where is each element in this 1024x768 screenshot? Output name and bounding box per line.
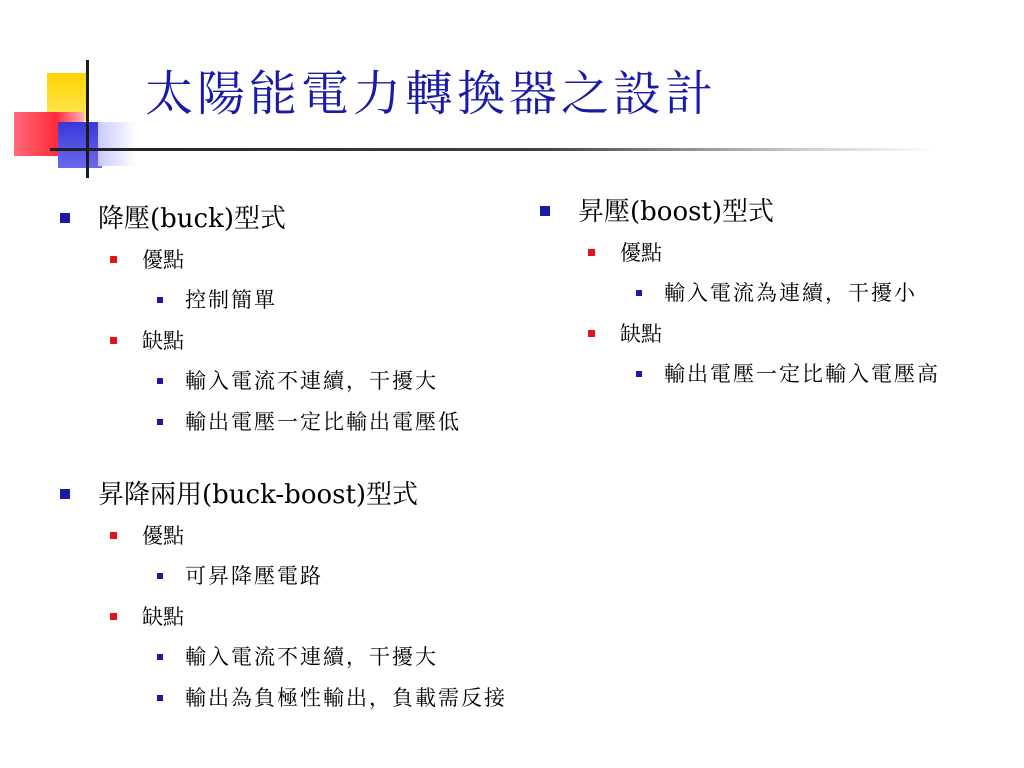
square-bullet-icon [157, 297, 163, 303]
square-bullet-icon [110, 532, 117, 539]
buck-boost-heading: 昇降兩用(buck-boost)型式 [98, 480, 419, 510]
square-bullet-icon [157, 654, 163, 660]
boost-pro-item [540, 275, 1010, 316]
boost-pros-item [540, 235, 1010, 275]
boost-pros-label: 優點 [620, 241, 662, 265]
buck-boost-pro-text: 可昇降壓電路 [185, 564, 323, 588]
boost-heading: 昇壓(boost)型式 [578, 197, 775, 227]
buck-heading: 降壓(buck)型式 [98, 204, 286, 234]
buck-heading-item [60, 200, 530, 242]
buck-boost-con-text: 輸出為負極性輸出，負載需反接 [185, 686, 507, 710]
square-bullet-icon [540, 206, 550, 216]
square-bullet-icon [110, 256, 117, 263]
decorative-logo-blocks [0, 0, 160, 180]
buck-boost-con-item [60, 680, 620, 721]
buck-con-text: 輸出電壓一定比輸出電壓低 [185, 410, 461, 434]
square-bullet-icon [157, 378, 163, 384]
buck-boost-pros-label: 優點 [142, 524, 184, 548]
buck-boost-section [60, 476, 620, 721]
buck-cons-item [60, 323, 530, 363]
title-underline-rule [50, 148, 940, 151]
buck-con-text: 輸入電流不連續，干擾大 [185, 369, 438, 393]
buck-boost-cons-label: 缺點 [142, 605, 184, 629]
square-bullet-icon [157, 573, 163, 579]
vertical-rule [86, 60, 89, 178]
buck-boost-cons-item [60, 599, 620, 639]
square-bullet-icon [60, 213, 70, 223]
buck-boost-pros-item [60, 518, 620, 558]
buck-con-item [60, 404, 530, 445]
buck-boost-pro-item [60, 558, 620, 599]
square-bullet-icon [60, 489, 70, 499]
square-bullet-icon [157, 695, 163, 701]
buck-section [60, 200, 530, 445]
boost-con-item [540, 356, 1010, 397]
lavender-square-decoration [98, 122, 136, 166]
blue-square-decoration [58, 122, 102, 168]
boost-section [540, 193, 1010, 397]
buck-boost-heading-item [60, 476, 620, 518]
square-bullet-icon [588, 249, 595, 256]
boost-cons-item [540, 316, 1010, 356]
boost-pro-text: 輸入電流為連續，干擾小 [664, 281, 917, 305]
square-bullet-icon [636, 290, 642, 296]
buck-pros-label: 優點 [142, 248, 184, 272]
buck-con-item [60, 363, 530, 404]
boost-cons-label: 缺點 [620, 322, 662, 346]
square-bullet-icon [110, 613, 117, 620]
buck-pros-item [60, 242, 530, 282]
boost-con-text: 輸出電壓一定比輸入電壓高 [664, 362, 940, 386]
buck-boost-con-item [60, 639, 620, 680]
square-bullet-icon [157, 419, 163, 425]
buck-boost-con-text: 輸入電流不連續，干擾大 [185, 645, 438, 669]
boost-heading-item [540, 193, 1010, 235]
square-bullet-icon [110, 337, 117, 344]
buck-pro-item [60, 282, 530, 323]
buck-cons-label: 缺點 [142, 329, 184, 353]
square-bullet-icon [636, 371, 642, 377]
square-bullet-icon [588, 330, 595, 337]
slide-title: 太陽能電力轉換器之設計 [145, 66, 718, 122]
buck-pro-text: 控制簡單 [185, 288, 277, 312]
